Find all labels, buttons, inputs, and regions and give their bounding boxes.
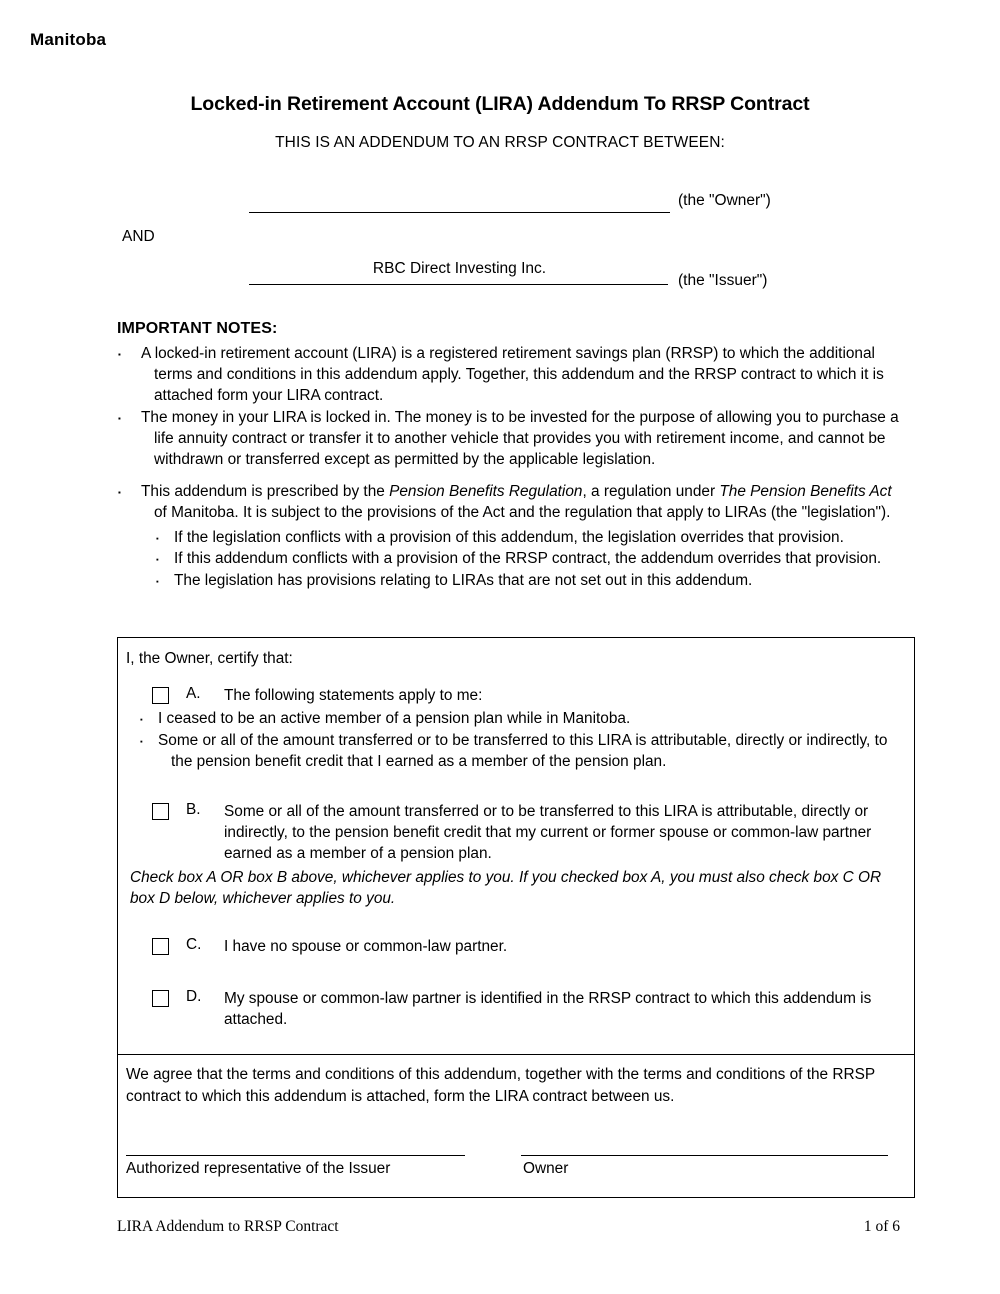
footer-left-text: LIRA Addendum to RRSP Contract: [117, 1218, 339, 1235]
certification-a-sub-text: ▪ I ceased to be an active member of a pension plan while in Manitoba.: [158, 710, 631, 728]
certification-letter-c: C.: [186, 935, 202, 953]
certification-letter-d: D.: [186, 987, 202, 1005]
checkbox-b[interactable]: [152, 803, 169, 820]
owner-tag-label: (the "Owner"): [678, 192, 771, 209]
page-title: Locked-in Retirement Account (LIRA) Addendum To RRSP Contract: [190, 93, 810, 115]
issuer-signature-line[interactable]: [126, 1155, 465, 1156]
note-bullet-legislation: [117, 481, 907, 591]
legislation-sub-bullet-text: ▪ If the legislation conflicts with a provision of this addendum, the legislation overrides that provision.: [174, 528, 844, 546]
important-notes-section: [117, 320, 907, 591]
agreement-section: [118, 1055, 914, 1197]
legislation-part-1: This addendum is prescribed by the: [141, 483, 390, 501]
issuer-signature-label: Authorized representative of the Issuer: [126, 1160, 391, 1178]
checkbox-d[interactable]: [152, 990, 169, 1007]
certification-box: [117, 637, 915, 1198]
certification-letter-b: B.: [186, 800, 201, 818]
legislation-sub-bullet: [141, 527, 907, 549]
legislation-sub-bullet-text: ▪ The legislation has provisions relating to LIRAs that are not set out in this addendum.: [174, 571, 753, 589]
note-bullet-text: ▪ A locked-in retirement account (LIRA) is a registered retirement savings plan (RRSP) to which the additional terms and conditions in this addendum apply. Together, this addendum and the RRSP contract to which it is attached form your LIRA contract.: [141, 345, 884, 405]
and-label: AND: [122, 228, 155, 245]
agreement-text: We agree that the terms and conditions of this addendum, together with the terms and conditions of the RRSP contract to which this addendum is attached, form the LIRA contract between us.: [126, 1066, 875, 1105]
certification-a-sub-bullet: [126, 730, 904, 773]
issuer-tag-label: (the "Issuer"): [678, 272, 768, 289]
owner-fill-line[interactable]: [249, 212, 670, 213]
owner-signature-label: Owner: [523, 1160, 569, 1178]
important-notes-heading: IMPORTANT NOTES:: [117, 320, 278, 337]
note-bullet: [117, 407, 907, 471]
signature-row: [126, 1129, 902, 1187]
legislation-sub-bullet: [141, 548, 907, 570]
legislation-sub-bullet: [141, 570, 907, 592]
certification-a-sub-list: [126, 708, 904, 772]
certification-text-b: Some or all of the amount transferred or to be transferred to this LIRA is attributable, directly or indirectly, to the pension benefit credit that my current or former spouse or common-law partner earned as a member of a pension plan.: [224, 802, 872, 863]
owner-party-row: [0, 186, 1000, 220]
checkbox-c[interactable]: [152, 938, 169, 955]
checkbox-a[interactable]: [152, 687, 169, 704]
legislation-part-3: of Manitoba. It is subject to the provisions of the Act and the regulation that apply to LIRAs (the "legislation").: [154, 504, 891, 522]
legislation-italic-act: The Pension Benefits Act: [719, 483, 892, 501]
legislation-sub-bullet-list: [141, 527, 907, 592]
certification-text-c: I have no spouse or common-law partner.: [224, 937, 508, 955]
certification-items: [118, 685, 914, 1038]
certification-instruction-note: Check box A OR box B above, whichever applies to you. If you checked box A, you must also check box C OR box D below, whichever applies to you.: [130, 868, 882, 908]
certification-a-sub-bullet: [126, 708, 904, 729]
certification-item-d: [126, 988, 904, 1031]
province-label: Manitoba: [30, 30, 107, 49]
certification-intro: I, the Owner, certify that:: [126, 650, 293, 667]
document-subtitle: THIS IS AN ADDENDUM TO AN RRSP CONTRACT BETWEEN:: [275, 134, 725, 151]
legislation-part-2: , a regulation under: [582, 483, 720, 501]
certification-a-sub-text: ▪ Some or all of the amount transferred or to be transferred to this LIRA is attributable, directly or indirectly, to the pension benefit credit that I earned as a member of the pension plan.: [158, 731, 888, 771]
certification-item-b: [126, 801, 904, 865]
owner-signature-line[interactable]: [521, 1155, 888, 1156]
certification-text-a: The following statements apply to me:: [224, 687, 483, 704]
issuer-name-value: RBC Direct Investing Inc.: [372, 260, 547, 277]
certification-letter-a: A.: [186, 685, 201, 702]
note-bullet-legislation-text: [141, 481, 907, 523]
certification-item-a: [126, 685, 904, 773]
footer-page-number: 1 of 6: [863, 1218, 900, 1235]
legislation-italic-regulation: Pension Benefits Regulation: [389, 483, 583, 501]
parties-section: [0, 186, 1000, 296]
issuer-fill-line: [249, 284, 668, 285]
certification-text-d: My spouse or common-law partner is identified in the RRSP contract to which this addendum is attached.: [224, 989, 872, 1029]
issuer-party-row: [0, 258, 1000, 292]
note-bullet: [117, 343, 907, 407]
certification-item-c: [126, 936, 904, 960]
note-bullet-text: ▪ The money in your LIRA is locked in. The money is to be invested for the purpose of allowing you to purchase a life annuity contract or transfer it to another vehicle that provides you with retirement income, and cannot be withdrawn or transferred except as permitted by the applicable legislation.: [141, 408, 899, 469]
notes-bullet-list: [117, 343, 907, 591]
legislation-sub-bullet-text: ▪ If this addendum conflicts with a provision of the RRSP contract, the addendum overrides that provision.: [174, 550, 882, 568]
